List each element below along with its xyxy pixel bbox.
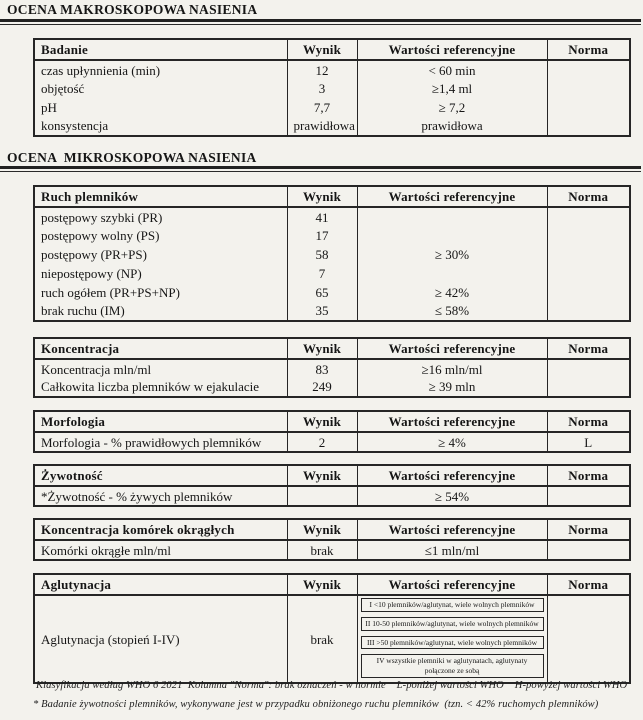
cell-col3: prawidłowa xyxy=(357,117,547,136)
cell-col4 xyxy=(547,595,630,683)
table-vitality xyxy=(33,464,631,507)
table-row xyxy=(34,245,630,264)
vitality-grid xyxy=(33,464,631,507)
table-concentration xyxy=(33,337,631,398)
cell-col2: 7,7 xyxy=(287,98,357,117)
cell-col3 xyxy=(357,264,547,283)
column-header-2: Wynik xyxy=(287,39,357,60)
column-header-1: Koncentracja komórek okrągłych xyxy=(34,519,287,540)
cell-col3 xyxy=(357,226,547,245)
table-row xyxy=(34,98,630,117)
cell-col2: 7 xyxy=(287,264,357,283)
cell-col1: czas upłynnienia (min) xyxy=(34,60,287,79)
concentration-grid xyxy=(33,337,631,398)
footer-vitality-note: * Badanie żywotności plemników, wykonywane jest w przypadku obniżonego ruchu plemników (tzn. < 42% ruchomych plemników) xyxy=(33,699,599,710)
column-header-1: Badanie xyxy=(34,39,287,60)
table-row xyxy=(34,264,630,283)
agglutination-grade-box: I <10 plemników/aglutynat, wiele wolnych plemników xyxy=(361,598,544,612)
table-row xyxy=(34,540,630,560)
cell-col3: ≥ 39 mln xyxy=(357,378,547,397)
column-header-3: Wartości referencyjne xyxy=(357,39,547,60)
column-header-1: Morfologia xyxy=(34,411,287,432)
cell-col4 xyxy=(547,302,630,321)
cell-col2: 41 xyxy=(287,207,357,226)
table-macroscopic-evaluation xyxy=(33,38,631,137)
cell-col1: postępowy (PR+PS) xyxy=(34,245,287,264)
table-round-cells xyxy=(33,518,631,561)
column-header-3: Wartości referencyjne xyxy=(357,411,547,432)
table-sperm-motility xyxy=(33,185,631,322)
column-header-1: Żywotność xyxy=(34,465,287,486)
cell-col1: objętość xyxy=(34,79,287,98)
cell-col4 xyxy=(547,486,630,506)
cell-col1: postępowy wolny (PS) xyxy=(34,226,287,245)
cell-col1: Koncentracja mln/ml xyxy=(34,359,287,378)
table-row xyxy=(34,117,630,136)
cell-col1: niepostępowy (NP) xyxy=(34,264,287,283)
column-header-2: Wynik xyxy=(287,338,357,359)
header-row xyxy=(34,338,630,359)
morphology-grid xyxy=(33,410,631,453)
table-row xyxy=(34,432,630,452)
cell-col2: 83 xyxy=(287,359,357,378)
cell-col2: 2 xyxy=(287,432,357,452)
table-agglutination xyxy=(33,573,631,684)
cell-col3 xyxy=(357,207,547,226)
column-header-3: Wartości referencyjne xyxy=(357,574,547,595)
cell-col2: 3 xyxy=(287,79,357,98)
cell-col1: konsystencja xyxy=(34,117,287,136)
cell-col4 xyxy=(547,245,630,264)
column-header-4: Norma xyxy=(547,574,630,595)
cell-col2: brak xyxy=(287,595,357,683)
agglutination-grade-box: II 10-50 plemników/aglutynat, wiele wolnych plemników xyxy=(361,617,544,631)
cell-col4 xyxy=(547,359,630,378)
cell-col3: ≤1 mln/ml xyxy=(357,540,547,560)
cell-col1: Morfologia - % prawidłowych plemników xyxy=(34,432,287,452)
column-header-2: Wynik xyxy=(287,186,357,207)
cell-col1: ruch ogółem (PR+PS+NP) xyxy=(34,283,287,302)
cell-col3: < 60 min xyxy=(357,60,547,79)
agglutination-grade-box: IV wszystkie plemniki w aglutynatach, aglutynaty połączone ze sobą xyxy=(361,654,544,678)
column-header-4: Norma xyxy=(547,465,630,486)
cell-col4 xyxy=(547,264,630,283)
cell-col2: 17 xyxy=(287,226,357,245)
column-header-3: Wartości referencyjne xyxy=(357,186,547,207)
cell-col2: prawidłowa xyxy=(287,117,357,136)
round-cells-concentration-grid xyxy=(33,518,631,561)
cell-col4 xyxy=(547,98,630,117)
cell-col1: Komórki okrągłe mln/ml xyxy=(34,540,287,560)
table-row xyxy=(34,302,630,321)
cell-col2: 58 xyxy=(287,245,357,264)
column-header-4: Norma xyxy=(547,186,630,207)
cell-col4 xyxy=(547,117,630,136)
cell-col2: 35 xyxy=(287,302,357,321)
table-row xyxy=(34,60,630,79)
column-header-2: Wynik xyxy=(287,519,357,540)
cell-col2: 249 xyxy=(287,378,357,397)
agglutination-grid xyxy=(33,573,631,684)
cell-col4 xyxy=(547,226,630,245)
cell-col4 xyxy=(547,79,630,98)
section-divider-rule xyxy=(0,19,641,25)
section-title-microscopic: OCENA MIKROSKOPOWA NASIENIA xyxy=(7,150,257,165)
header-row xyxy=(34,519,630,540)
cell-col3: ≥ 54% xyxy=(357,486,547,506)
column-header-1: Aglutynacja xyxy=(34,574,287,595)
cell-col3: ≥ 4% xyxy=(357,432,547,452)
table-row xyxy=(34,486,630,506)
table-row xyxy=(34,595,630,683)
column-header-4: Norma xyxy=(547,411,630,432)
header-row xyxy=(34,574,630,595)
column-header-1: Ruch plemników xyxy=(34,186,287,207)
cell-col3: ≥ 7,2 xyxy=(357,98,547,117)
cell-col1: *Żywotność - % żywych plemników xyxy=(34,486,287,506)
cell-col3: ≤ 58% xyxy=(357,302,547,321)
table-row xyxy=(34,359,630,378)
cell-col4 xyxy=(547,378,630,397)
cell-col1: pH xyxy=(34,98,287,117)
column-header-1: Koncentracja xyxy=(34,338,287,359)
cell-col4 xyxy=(547,283,630,302)
column-header-2: Wynik xyxy=(287,465,357,486)
cell-col1: Aglutynacja (stopień I-IV) xyxy=(34,595,287,683)
agglutination-grade-box: III >50 plemników/aglutynat, wiele wolnych plemników xyxy=(361,636,544,650)
column-header-4: Norma xyxy=(547,338,630,359)
cell-col4 xyxy=(547,540,630,560)
cell-col4 xyxy=(547,207,630,226)
column-header-2: Wynik xyxy=(287,411,357,432)
table-row xyxy=(34,226,630,245)
cell-col3: ≥ 42% xyxy=(357,283,547,302)
cell-col3: ≥16 mln/ml xyxy=(357,359,547,378)
sperm-motility-grid xyxy=(33,185,631,322)
section-title-macroscopic: OCENA MAKROSKOPOWA NASIENIA xyxy=(7,2,258,17)
cell-col2 xyxy=(287,486,357,506)
cell-col3: ≥1,4 ml xyxy=(357,79,547,98)
footer-classification-note: Klasyfikacja według WHO 6 2021 Kolumna "Norma": brak oznaczeń - w normie L-poniżej wartości WHO H-powyżej wartości WHO xyxy=(36,680,628,691)
table-row xyxy=(34,378,630,397)
cell-col1: brak ruchu (IM) xyxy=(34,302,287,321)
table-morphology xyxy=(33,410,631,453)
header-row xyxy=(34,465,630,486)
cell-col2: 65 xyxy=(287,283,357,302)
table-row xyxy=(34,207,630,226)
header-row xyxy=(34,39,630,60)
column-header-3: Wartości referencyjne xyxy=(357,465,547,486)
cell-col2: 12 xyxy=(287,60,357,79)
cell-col4: L xyxy=(547,432,630,452)
cell-col3: ≥ 30% xyxy=(357,245,547,264)
header-row xyxy=(34,186,630,207)
cell-col3 xyxy=(357,595,547,683)
column-header-3: Wartości referencyjne xyxy=(357,338,547,359)
column-header-3: Wartości referencyjne xyxy=(357,519,547,540)
column-header-4: Norma xyxy=(547,519,630,540)
column-header-2: Wynik xyxy=(287,574,357,595)
cell-col2: brak xyxy=(287,540,357,560)
cell-col4 xyxy=(547,60,630,79)
header-row xyxy=(34,411,630,432)
table-row xyxy=(34,79,630,98)
table-row xyxy=(34,283,630,302)
cell-col1: Całkowita liczba plemników w ejakulacie xyxy=(34,378,287,397)
section-divider-rule xyxy=(0,166,641,172)
column-header-4: Norma xyxy=(547,39,630,60)
macroscopic-evaluation-grid xyxy=(33,38,631,137)
cell-col1: postępowy szybki (PR) xyxy=(34,207,287,226)
